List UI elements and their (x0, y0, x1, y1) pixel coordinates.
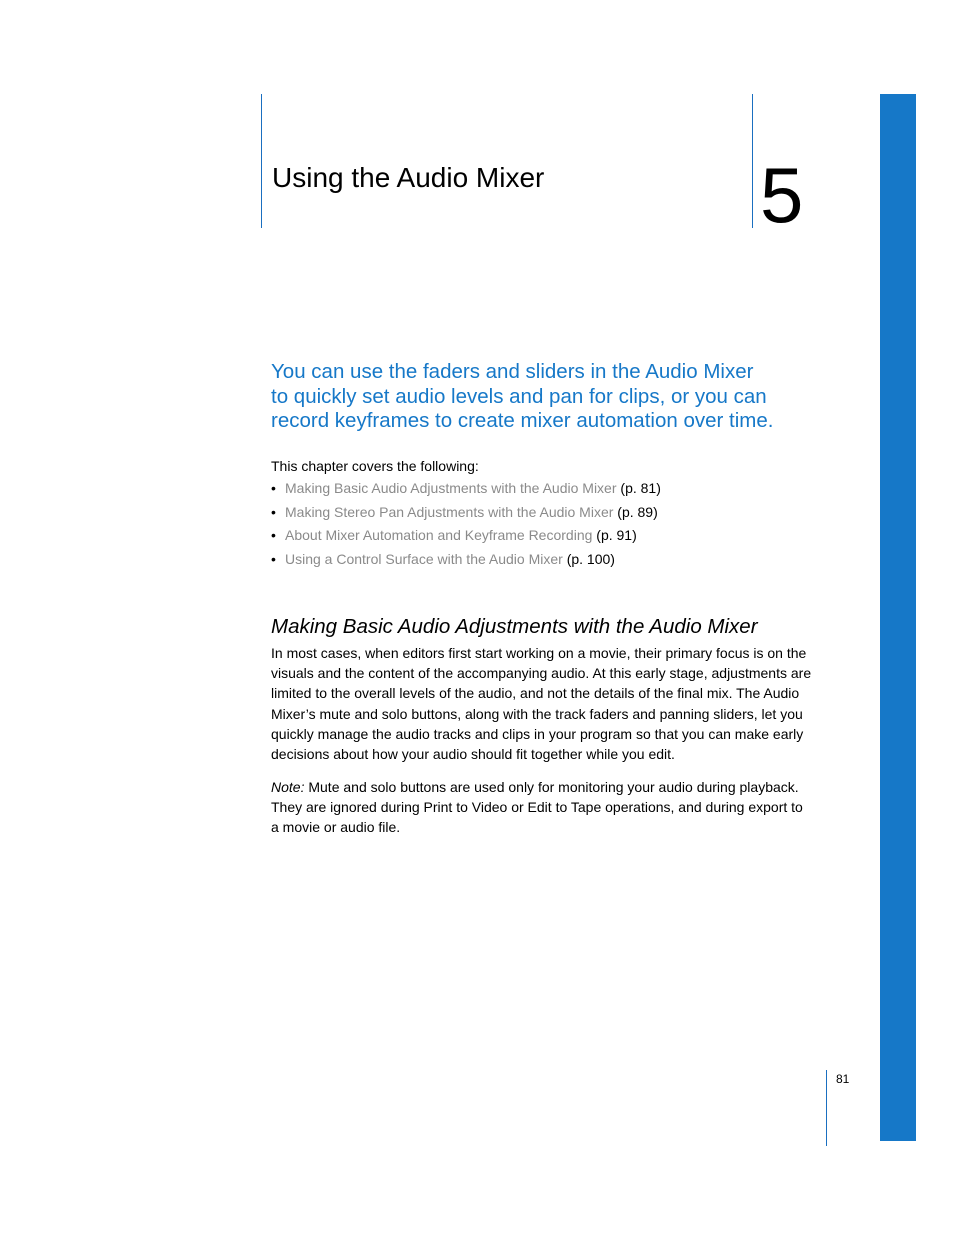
chapter-side-tab (880, 94, 916, 1141)
toc-item (271, 549, 661, 573)
paragraph-line: decisions about how your audio should fit together while you edit. (271, 746, 675, 763)
page-number-rule (826, 1070, 827, 1146)
note-paragraph (271, 777, 831, 838)
toc-link[interactable]: Making Stereo Pan Adjustments with the Audio Mixer (285, 503, 614, 520)
note-first-line (271, 777, 831, 797)
chapter-number-rule (752, 94, 753, 228)
paragraph-line: In most cases, when editors first start working on a movie, their primary focus is on the (271, 645, 807, 661)
bullet: • (271, 503, 276, 520)
paragraph-line: visuals and the content of the accompanying audio. At this early stage, adjustments are (271, 665, 812, 682)
toc-link[interactable]: Using a Control Surface with the Audio Mixer (285, 550, 563, 567)
page-number: 81 (836, 1072, 850, 1086)
toc-item (271, 502, 661, 526)
toc-page-ref: (p. 91) (592, 527, 637, 543)
chapter-contents-list (271, 478, 661, 572)
body-paragraph (271, 643, 831, 764)
toc-page-ref: (p. 89) (613, 503, 658, 520)
bullet: • (271, 480, 276, 496)
toc-link[interactable]: Making Basic Audio Adjustments with the Audio Mixer (285, 480, 617, 496)
chapter-number: 5 (760, 151, 804, 239)
note-line: Mute and solo buttons are used only for monitoring your audio during playback. (304, 779, 799, 795)
chapter-title: Using the Audio Mixer (272, 162, 545, 193)
note-line: a movie or audio file. (271, 819, 401, 836)
intro-line: to quickly set audio levels and pan for clips, or you can (271, 384, 767, 408)
paragraph-line: limited to the overall levels of the audio, and not the details of the final mix. The Audio (271, 685, 800, 702)
section-heading: Making Basic Audio Adjustments with the Audio Mixer (271, 615, 758, 638)
toc-item (271, 478, 661, 502)
bullet: • (271, 550, 276, 567)
paragraph-line: quickly manage the audio tracks and clips in your program so that you can make early (271, 725, 804, 742)
toc-page-ref: (p. 100) (562, 550, 615, 567)
chapter-intro (271, 360, 791, 434)
covers-label: This chapter covers the following: (271, 458, 479, 474)
paragraph-line: Mixer’s mute and solo buttons, along with the track faders and panning sliders, let you (271, 705, 803, 722)
toc-page-ref: (p. 81) (616, 480, 661, 496)
intro-line: You can use the faders and sliders in the Audio Mixer (271, 360, 754, 383)
note-label: Note: (271, 779, 305, 795)
chapter-title-rule (261, 94, 262, 228)
intro-line: record keyframes to create mixer automation over time. (271, 409, 774, 432)
note-line: They are ignored during Print to Video or Edit to Tape operations, and during export to (271, 799, 803, 816)
toc-link[interactable]: About Mixer Automation and Keyframe Recording (285, 527, 593, 543)
toc-item (271, 525, 661, 549)
bullet: • (271, 527, 276, 543)
